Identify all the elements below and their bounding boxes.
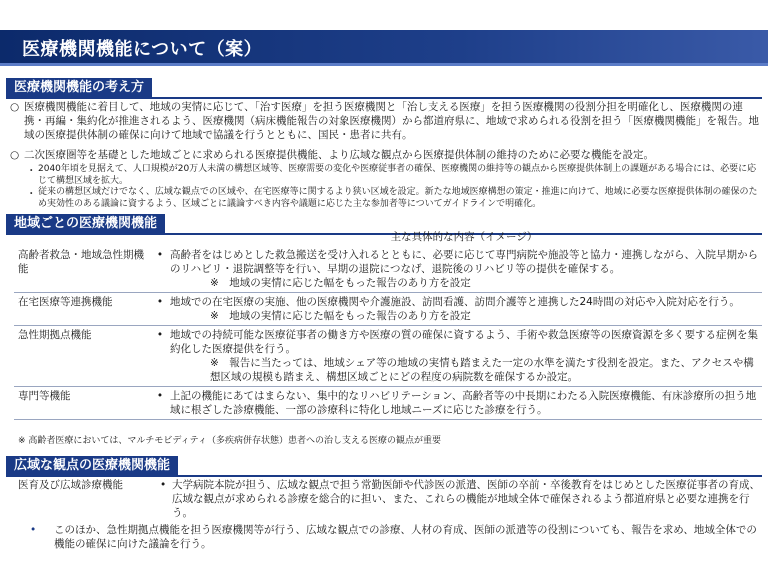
circle-bullet: ○ [10,149,20,161]
table-row [14,293,762,326]
section-heading-regional: 地域ごとの医療機関機能 [6,214,165,234]
function-category: 高齢者救急・地域急性期機能 [14,246,154,293]
function-content: 地域での持続可能な医療従事者の働き方や医療の質の確保に資するよう、手術や救急医療等の医療資源を多く要する症例を集約化した医療提供を行う。 [170,329,758,355]
closing-note: このほか、急性期拠点機能を担う医療機関等が行う、広域な観点での診療、人材の育成、医師の派遣等の役割についても、報告を求め、地域全体での機能の確保に向けた議論を行う。 [54,524,757,550]
section-divider [6,475,762,477]
row-bullet: • [154,246,166,293]
title-bar [0,30,768,66]
function-content: 上記の機能にあてはまらない、集中的なリハビリテーション、高齢者等の中長期にわたる入院医療機能、有床診療所の担う地域に根ざした診療機能、一部の診療科に特化し地域ニーズに応じた診療を行う。 [170,390,757,416]
row-bullet: • [160,479,167,491]
function-note: ※ 地域の実情に応じた幅をもった報告のあり方を設定 [210,310,471,322]
function-content: 地域での在宅医療の実施、他の医療機関や介護施設、訪問看護、訪問介護等と連携した24時間の対応や入院対応を行う。 [170,296,740,308]
section-heading-wide-area: 広域な観点の医療機関機能 [6,456,178,476]
row-bullet: • [154,387,166,420]
function-category: 専門等機能 [14,387,154,420]
function-category: 在宅医療等連携機能 [14,293,154,326]
table-row [14,387,762,420]
function-note: ※ 地域の実情に応じた幅をもった報告のあり方を設定 [210,277,471,289]
table-row [14,246,762,293]
concept-subpoint-2: 従来の構想区域だけでなく、広域な観点での区域や、在宅医療等に関するより狭い区域を設定。新たな地域医療構想の策定・推進に向けて、地域に必要な医療提供体制の確保のため実効性のある議論に資するよう、区域ごとに議論すべき内容や議題に応じた主な参加者等についてガイドラインで明確化。 [38,187,758,209]
concept-subpoint-1: 2040年頃を見据えて、人口規模が20万人未満の構想区域等、医療需要の変化や医療従事者の確保、医療機関の維持等の観点から医療提供体制上の課題がある場合には、必要に応じて構想区域を拡大。 [38,164,757,186]
concept-paragraph-2: 二次医療圏等を基礎とした地域ごとに求められる医療提供機能、より広域な観点から医療提供体制の維持のために必要な機能を設定。 [24,149,654,161]
function-content: 高齢者をはじめとした救急搬送を受け入れるとともに、必要に応じて専門病院や施設等と協力・連携しながら、入院早期からのリハビリ・退院調整等を行い、早期の退院につなげ、退院後のリハビリ等の提供を確保する。 [170,249,758,275]
concept-paragraph-1: 医療機関機能に着目して、地域の実情に応じて、「治す医療」を担う医療機関と「治し支える医療」を担う医療機関の役割分担を明確化し、医療機関の連携・再編・集約化が推進されるよう、医療機関（病床機能報告の対象医療機関）から都道府県に、地域で求められる役割を担う「医療機関機能」を報告。地域の医療提供体制の確保に向けて地域で協議を行うとともに、国民・患者に共有。 [24,101,759,141]
row-bullet: • [154,326,166,387]
table-footnote: ※ 高齢者医療においては、マルチモビディティ（多疾病併存状態）患者への治し支える医療の観点が重要 [18,436,441,446]
column-header: 主な具体的な内容（イメージ） [390,231,538,243]
sub-bullet: ・ [26,188,37,200]
section-divider [6,97,762,99]
closing-bullet: • [30,524,37,536]
circle-bullet: ○ [10,101,20,113]
page-title: 医療機関機能について（案） [22,39,263,60]
regional-function-table [14,228,762,420]
function-note: ※ 報告に当たっては、地域シェア等の地域の実情も踏まえた一定の水準を満たす役割を設定。また、アクセスや構想区域の規模も踏まえ、構想区域ごとにどの程度の病院数を確保するか設定。 [210,357,754,383]
function-category: 急性期拠点機能 [14,326,154,387]
function-category: 医育及び広域診療機能 [18,479,123,491]
table-row [14,326,762,387]
sub-bullet: ・ [26,165,37,177]
row-bullet: • [154,293,166,326]
wide-area-content: 大学病院本院が担う、広域な観点で担う常勤医師や代診医の派遣、医師の卒前・卒後教育をはじめとした医療従事者の育成、広域な観点が求められる診療を総合的に担い、また、これらの機能が地域全体で確保されるよう都道府県と必要な連携を行う。 [172,479,760,519]
section-heading-concept: 医療機関機能の考え方 [6,78,152,98]
